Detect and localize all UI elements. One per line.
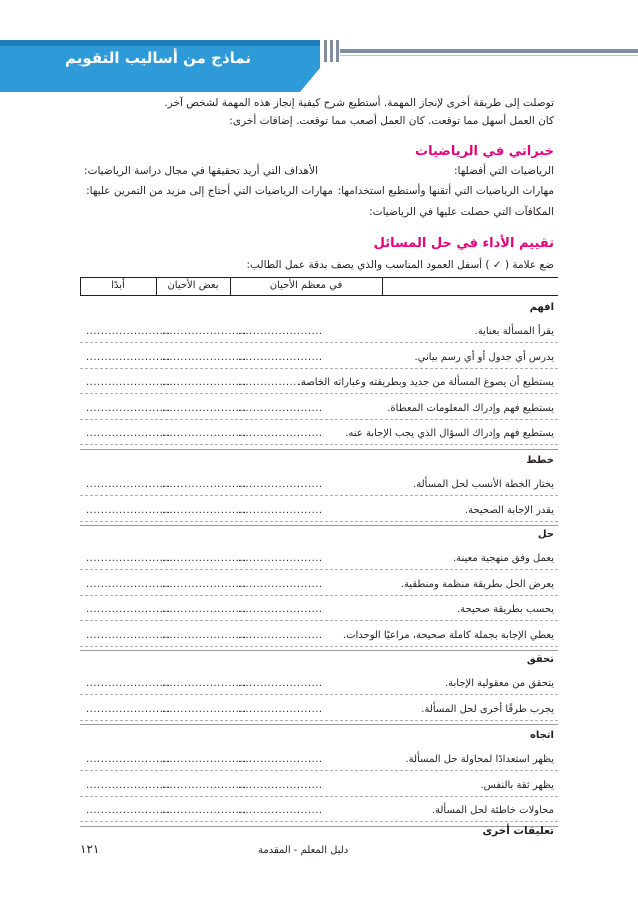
group-separator <box>80 650 558 651</box>
rating-slot-most-times[interactable]: ....................... <box>238 703 323 715</box>
row-separator <box>80 393 558 394</box>
rating-slot-most-times[interactable]: ....................... <box>238 377 323 388</box>
row-separator <box>80 646 558 647</box>
rating-slot-sometimes[interactable]: ....................... <box>162 629 247 641</box>
rating-slot-never[interactable]: ....................... <box>86 754 171 765</box>
rating-slot-sometimes[interactable]: ....................... <box>162 402 247 414</box>
rating-slot-never[interactable]: ....................... <box>86 553 171 564</box>
row-separator <box>80 342 558 343</box>
rating-slot-sometimes[interactable]: ....................... <box>162 377 247 388</box>
group-separator <box>80 724 558 725</box>
page-number: ١٢١ <box>80 842 100 856</box>
rating-slot-sometimes[interactable]: ....................... <box>162 805 247 816</box>
rating-slot-sometimes[interactable]: ....................... <box>162 428 247 439</box>
rating-slot-most-times[interactable]: ....................... <box>238 553 323 564</box>
rating-slot-most-times[interactable]: ....................... <box>238 604 323 615</box>
rating-slot-sometimes[interactable]: ....................... <box>162 703 247 715</box>
criterion-text: يستطيع فهم وإدراك المعلومات المعطاة. <box>387 402 554 414</box>
rating-slot-never[interactable]: ....................... <box>86 604 171 615</box>
header-rule-thin <box>340 55 638 56</box>
criterion-text: يجرب طرقًا أخرى لحل المسألة. <box>421 703 554 715</box>
column-header-never: أبدًا <box>80 277 157 295</box>
row-separator <box>80 821 558 822</box>
table-top-border <box>80 277 558 278</box>
rating-slot-most-times[interactable]: ....................... <box>238 402 323 414</box>
experiences-needs-practice: مهارات الرياضيات التي أحتاج إلى مزيد من التمرين عليها: <box>86 185 333 197</box>
footer-book-title: دليل المعلم - المقدمة <box>258 845 349 856</box>
rating-slot-most-times[interactable]: ....................... <box>238 678 323 689</box>
experiences-mastered: مهارات الرياضيات التي أتقنها وأستطيع استخدامها: <box>337 185 554 197</box>
row-separator <box>80 521 558 522</box>
rating-slot-never[interactable]: ....................... <box>86 805 171 816</box>
rating-slot-most-times[interactable]: ....................... <box>238 479 323 490</box>
experiences-favorite: الرياضيات التي أفضلها: <box>453 165 554 177</box>
other-comments-label: تعليقات أخرى <box>482 825 554 837</box>
table-header-bottom-border <box>80 295 558 296</box>
row-separator <box>80 444 558 445</box>
rating-slot-sometimes[interactable]: ....................... <box>162 578 247 590</box>
group-title: خطط <box>526 455 554 466</box>
header-bar-decoration <box>330 40 333 62</box>
experiences-heading: خبراتي في الرياضيات <box>415 144 554 159</box>
column-header-sometimes: بعض الأحيان <box>156 277 231 295</box>
assessment-heading: تقييم الأداء في حل المسائل <box>373 236 554 251</box>
rating-slot-never[interactable]: ....................... <box>86 402 171 414</box>
rating-slot-sometimes[interactable]: ....................... <box>162 553 247 564</box>
rating-slot-never[interactable]: ....................... <box>86 629 171 641</box>
criterion-text: يعمل وفق منهجية معينة. <box>452 553 554 564</box>
rating-slot-sometimes[interactable]: ....................... <box>162 604 247 615</box>
intro-line-1: توصلت إلى طريقة أخرى لإنجاز المهمة. أستطيع شرح كيفية إنجاز هذه المهمة لشخص آخر. <box>164 97 554 109</box>
row-separator <box>80 720 558 721</box>
group-title: افهم <box>529 302 554 313</box>
criterion-text: يتحقق من معقولية الإجابة. <box>444 678 554 689</box>
row-separator <box>80 419 558 420</box>
group-title: تحقق <box>526 654 554 665</box>
row-separator <box>80 569 558 570</box>
row-separator <box>80 770 558 771</box>
criterion-text: يقدر الإجابة الصحيحة. <box>464 504 554 516</box>
rating-slot-never[interactable]: ....................... <box>86 779 171 791</box>
header-rule <box>340 49 638 53</box>
rating-slot-sometimes[interactable]: ....................... <box>162 678 247 689</box>
row-separator <box>80 796 558 797</box>
criterion-text: يختار الخطة الأنسب لحل المسألة. <box>413 479 554 490</box>
row-separator <box>80 694 558 695</box>
criterion-text: يعطي الإجابة بجملة كاملة صحيحة، مراعيًا الوحدات. <box>342 629 554 641</box>
table-column-divider <box>382 277 383 295</box>
rating-slot-most-times[interactable]: ....................... <box>238 351 323 363</box>
criterion-text: يحسب بطريقة صحيحة. <box>456 604 554 615</box>
rating-slot-never[interactable]: ....................... <box>86 428 171 439</box>
rating-slot-sometimes[interactable]: ....................... <box>162 504 247 516</box>
rating-slot-never[interactable]: ....................... <box>86 578 171 590</box>
criterion-text: يظهر ثقة بالنفس. <box>480 779 554 791</box>
criterion-text: يدرس أي جدول أو أي رسم بياني. <box>414 351 554 363</box>
rating-slot-most-times[interactable]: ....................... <box>238 428 323 439</box>
rating-table-header <box>80 277 558 295</box>
header-bar-decoration <box>324 40 327 62</box>
criterion-text: يستطيع فهم وإدراك السؤال الذي يجب الإجابة عنه. <box>345 428 554 439</box>
rating-slot-sometimes[interactable]: ....................... <box>162 779 247 791</box>
row-separator <box>80 495 558 496</box>
rating-slot-most-times[interactable]: ....................... <box>238 326 323 337</box>
criterion-text: يعرض الحل بطريقة منظمة ومنطقية. <box>400 578 554 590</box>
rating-slot-most-times[interactable]: ....................... <box>238 779 323 791</box>
rating-slot-sometimes[interactable]: ....................... <box>162 351 247 363</box>
rating-slot-never[interactable]: ....................... <box>86 504 171 516</box>
row-separator <box>80 620 558 621</box>
rating-slot-sometimes[interactable]: ....................... <box>162 326 247 337</box>
rating-slot-sometimes[interactable]: ....................... <box>162 754 247 765</box>
group-separator <box>80 449 558 450</box>
criterion-text: يقرأ المسألة بعناية. <box>474 326 554 337</box>
rating-slot-never[interactable]: ....................... <box>86 377 171 388</box>
column-header-most-times: في معظم الأحيان <box>269 280 343 291</box>
rating-slot-never[interactable]: ....................... <box>86 703 171 715</box>
experiences-rewards: المكافآت التي حصلت عليها في الرياضيات: <box>369 206 554 218</box>
rating-slot-never[interactable]: ....................... <box>86 351 171 363</box>
row-separator <box>80 595 558 596</box>
assessment-instruction: ضع علامة ( ✓ ) أسفل العمود المناسب والذي يصف بدقة عمل الطالب: <box>246 259 554 271</box>
rating-slot-sometimes[interactable]: ....................... <box>162 479 247 490</box>
rating-slot-most-times[interactable]: ....................... <box>238 805 323 816</box>
rating-slot-most-times[interactable]: ....................... <box>238 629 323 641</box>
row-separator <box>80 368 558 369</box>
rating-slot-never[interactable]: ....................... <box>86 326 171 337</box>
rating-slot-never[interactable]: ....................... <box>86 479 171 490</box>
experiences-goals: الأهداف التي أريد تحقيقها في مجال دراسة الرياضيات: <box>84 165 318 177</box>
rating-slot-most-times[interactable]: ....................... <box>238 754 323 765</box>
criterion-text: يظهر استعدادًا لمحاولة حل المسألة. <box>405 754 554 765</box>
rating-slot-most-times[interactable]: ....................... <box>238 504 323 516</box>
header-bar-decoration <box>336 40 339 62</box>
criterion-text: يستطيع أن يصوغ المسألة من جديد وبطريقته وعباراته الخاصة. <box>297 377 554 388</box>
page-title: نماذج من أساليب التقويم <box>65 49 251 67</box>
group-title: اتجاه <box>529 730 554 741</box>
criterion-text: محاولات خاطئة لحل المسألة. <box>431 805 554 816</box>
intro-line-2: كان العمل أسهل مما توقعت. كان العمل أصعب مما توقعت. إضافات أخرى: <box>229 115 554 127</box>
group-title: حل <box>537 529 554 540</box>
group-separator <box>80 525 558 526</box>
rating-slot-most-times[interactable]: ....................... <box>238 578 323 590</box>
table-left-border <box>80 277 81 295</box>
rating-slot-never[interactable]: ....................... <box>86 678 171 689</box>
